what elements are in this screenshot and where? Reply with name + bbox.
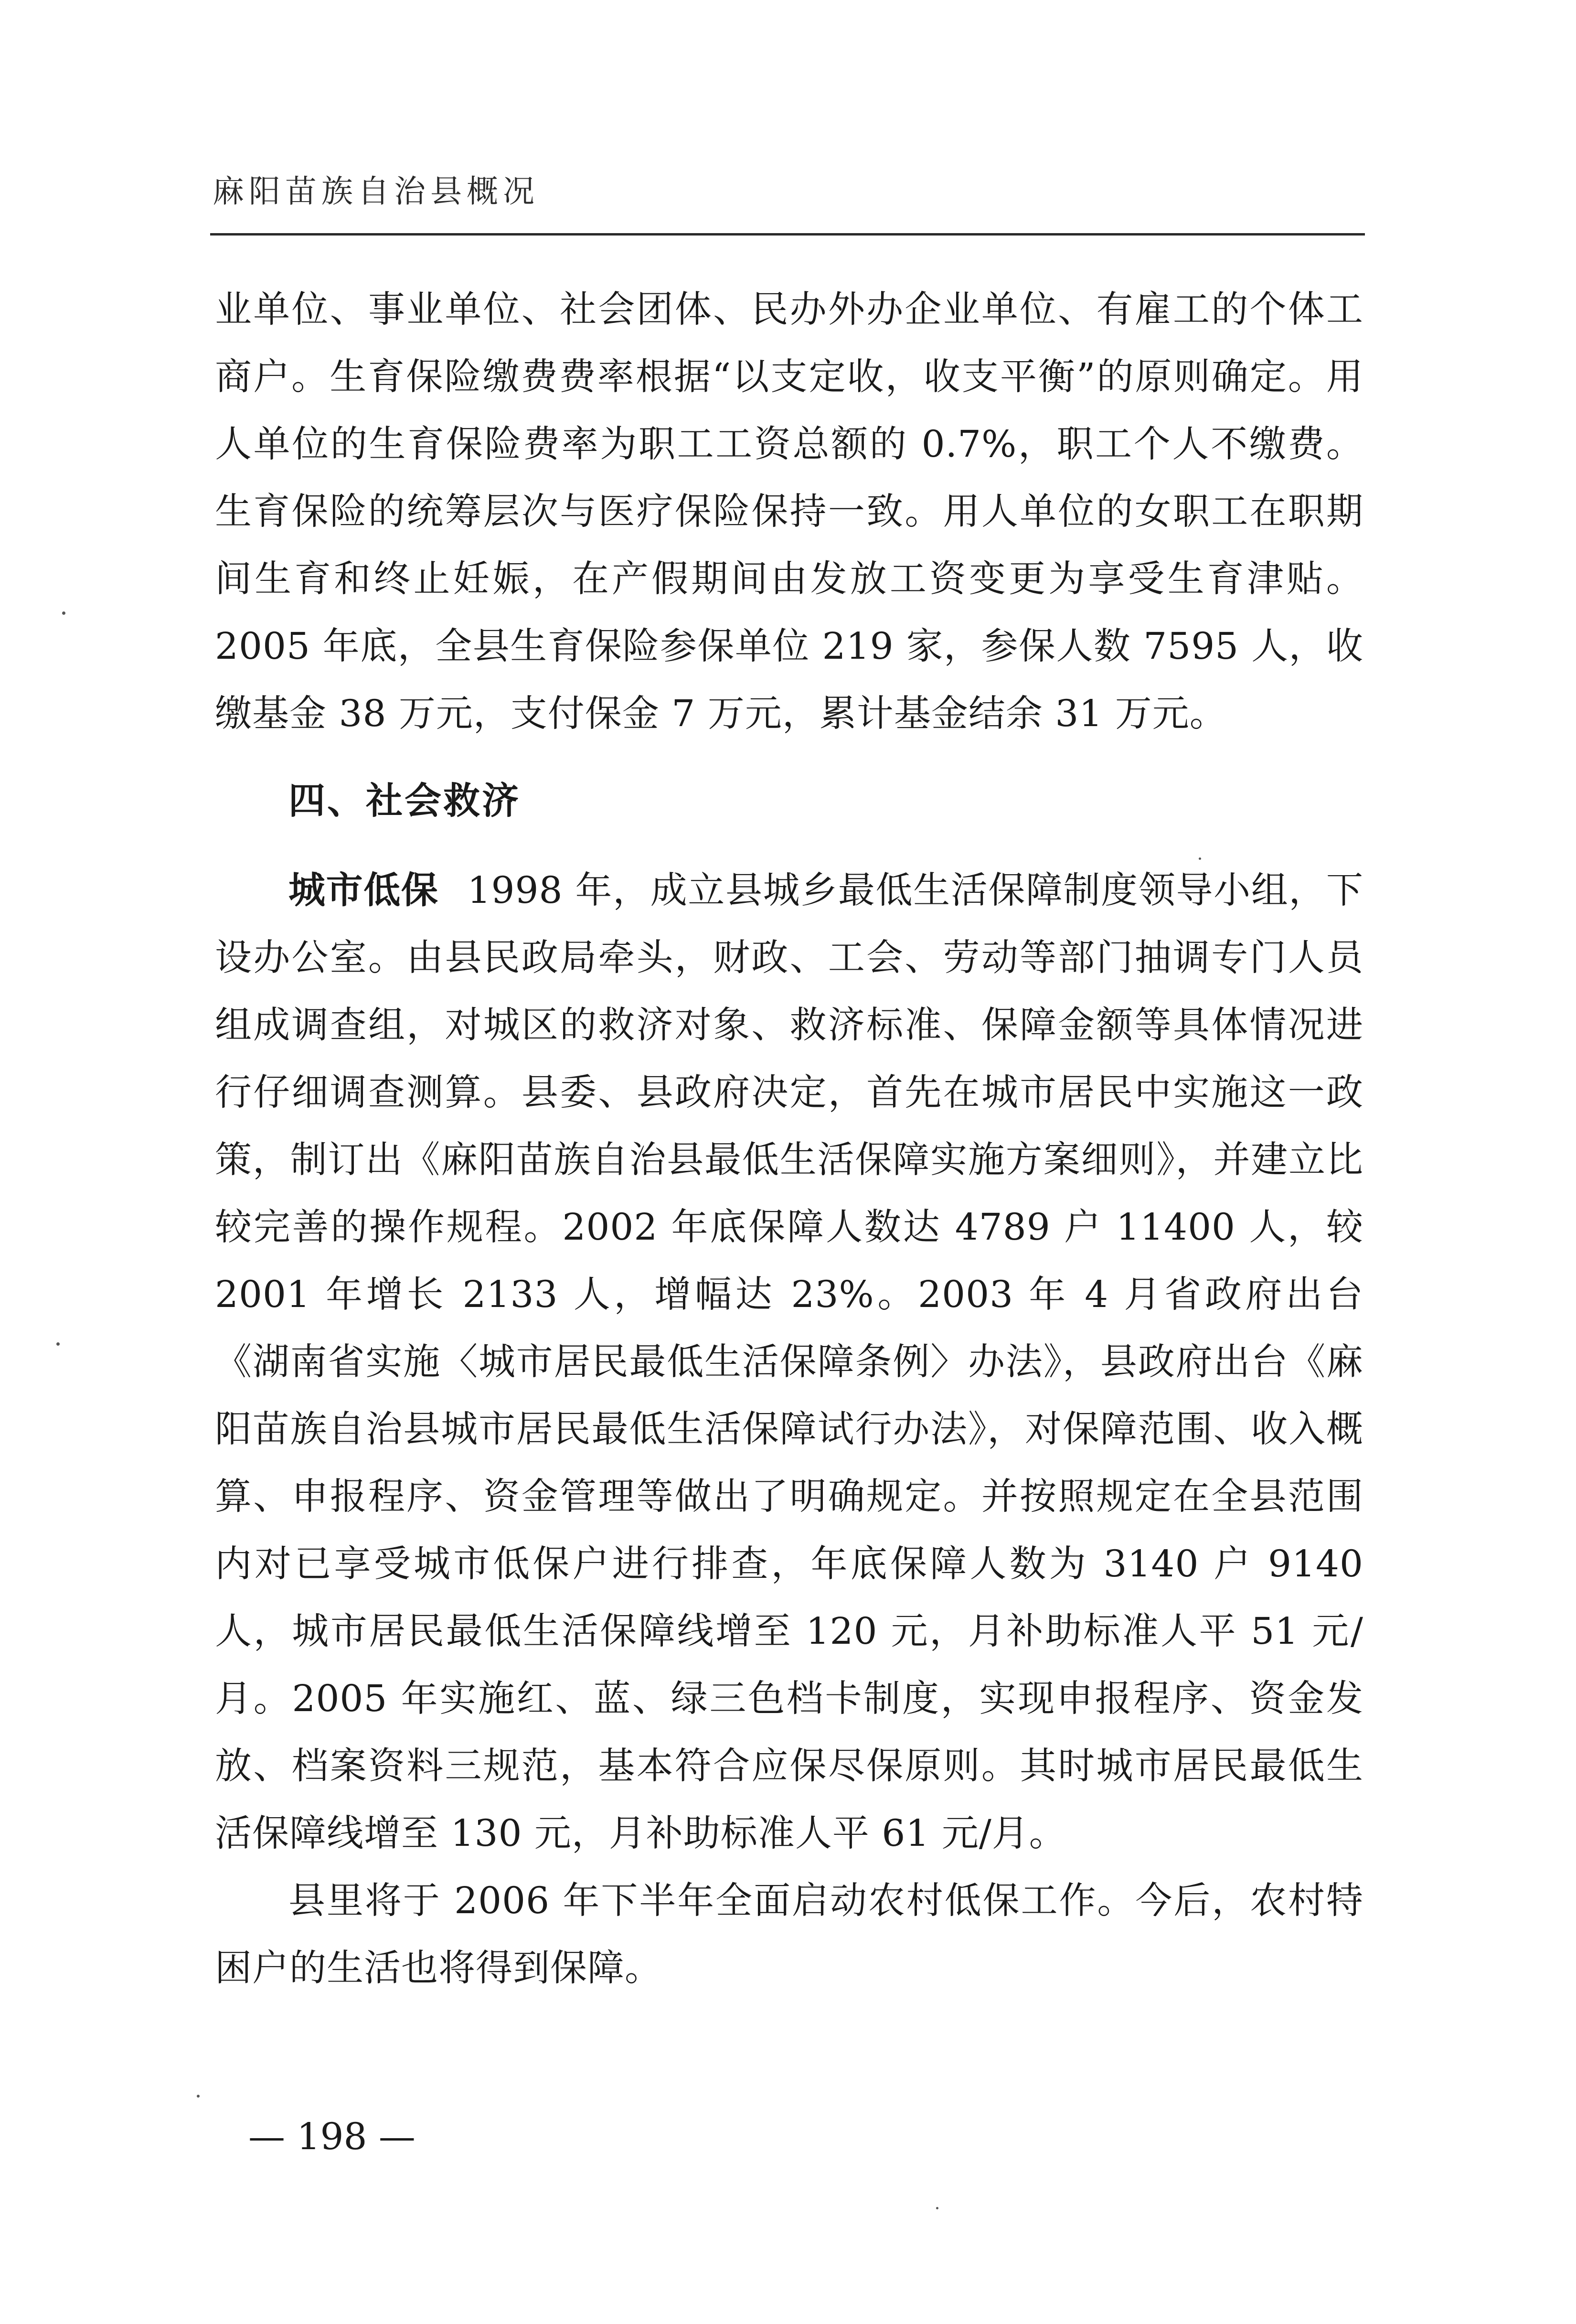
paragraph-rural-minimum-living: 县里将于 2006 年下半年全面启动农村低保工作。今后，农村特困户的生活也将得到保障。 [215,1880,1363,1990]
scan-speck [62,611,65,615]
paragraph-urban-minimum-living [215,857,1363,1867]
scan-speck [936,2207,938,2209]
paragraph-maternity-insurance: 业单位、事业单位、社会团体、民办外办企业单位、有雇工的个体工商户。生育保险缴费费率根据“以支定收，收支平衡”的原则确定。用人单位的生育保险费率为职工工资总额的 0.7%，职工个人不缴费。生育保险的统筹层次与医疗保险保持一致。用人单位的女职工在职期间生育和终止妊娠，在产假期间由发放工资变更为享受生育津贴。2005 年底，全县生育保险参保单位 219 家，参保人数 7595 人，收缴基金 38 万元，支付保金 7 万元，累计基金结余 31 万元。 [215,289,1363,735]
running-header: 麻阳苗族自治县概况 [213,173,539,210]
section-heading: 四、社会救济 [288,780,521,823]
scan-speck [1199,857,1201,860]
header-rule [210,233,1365,236]
body-text [215,276,1363,2002]
lead-term: 城市低保 [288,869,439,912]
scan-speck [56,1342,60,1346]
scan-speck [197,2095,200,2098]
page-number: — 198 — [248,2116,415,2158]
paragraph-body: 1998 年，成立县城乡最低生活保障制度领导小组，下设办公室。由县民政局牵头，财政、工会、劳动等部门抽调专门人员组成调查组，对城区的救济对象、救济标准、保障金额等具体情况进行仔细调查测算。县委、县政府决定，首先在城市居民中实施这一政策，制订出《麻阳苗族自治县最低生活保障实施方案细则》，并建立比较完善的操作规程。2002 年底保障人数达 4789 户 11400 人，较 2001 年增长 2133 人，增幅达 23%。2003 年 4 月省政府出台《湖南省实施〈城市居民最低生活保障条例〉办法》，县政府出台《麻阳苗族自治县城市居民最低生活保障试行办法》，对保障范围、收入概算、申报程序、资金管理等做出了明确规定。并按照规定在全县范围内对已享受城市低保户进行排查，年底保障人数为 3140 户 9140 人，城市居民最低生活保障线增至 120 元，月补助标准人平 51 元/月。2005 年实施红、蓝、绿三色档卡制度，实现申报程序、资金发放、档案资料三规范，基本符合应保尽保原则。其时城市居民最低生活保障线增至 130 元，月补助标准人平 61 元/月。 [215,869,1364,1855]
